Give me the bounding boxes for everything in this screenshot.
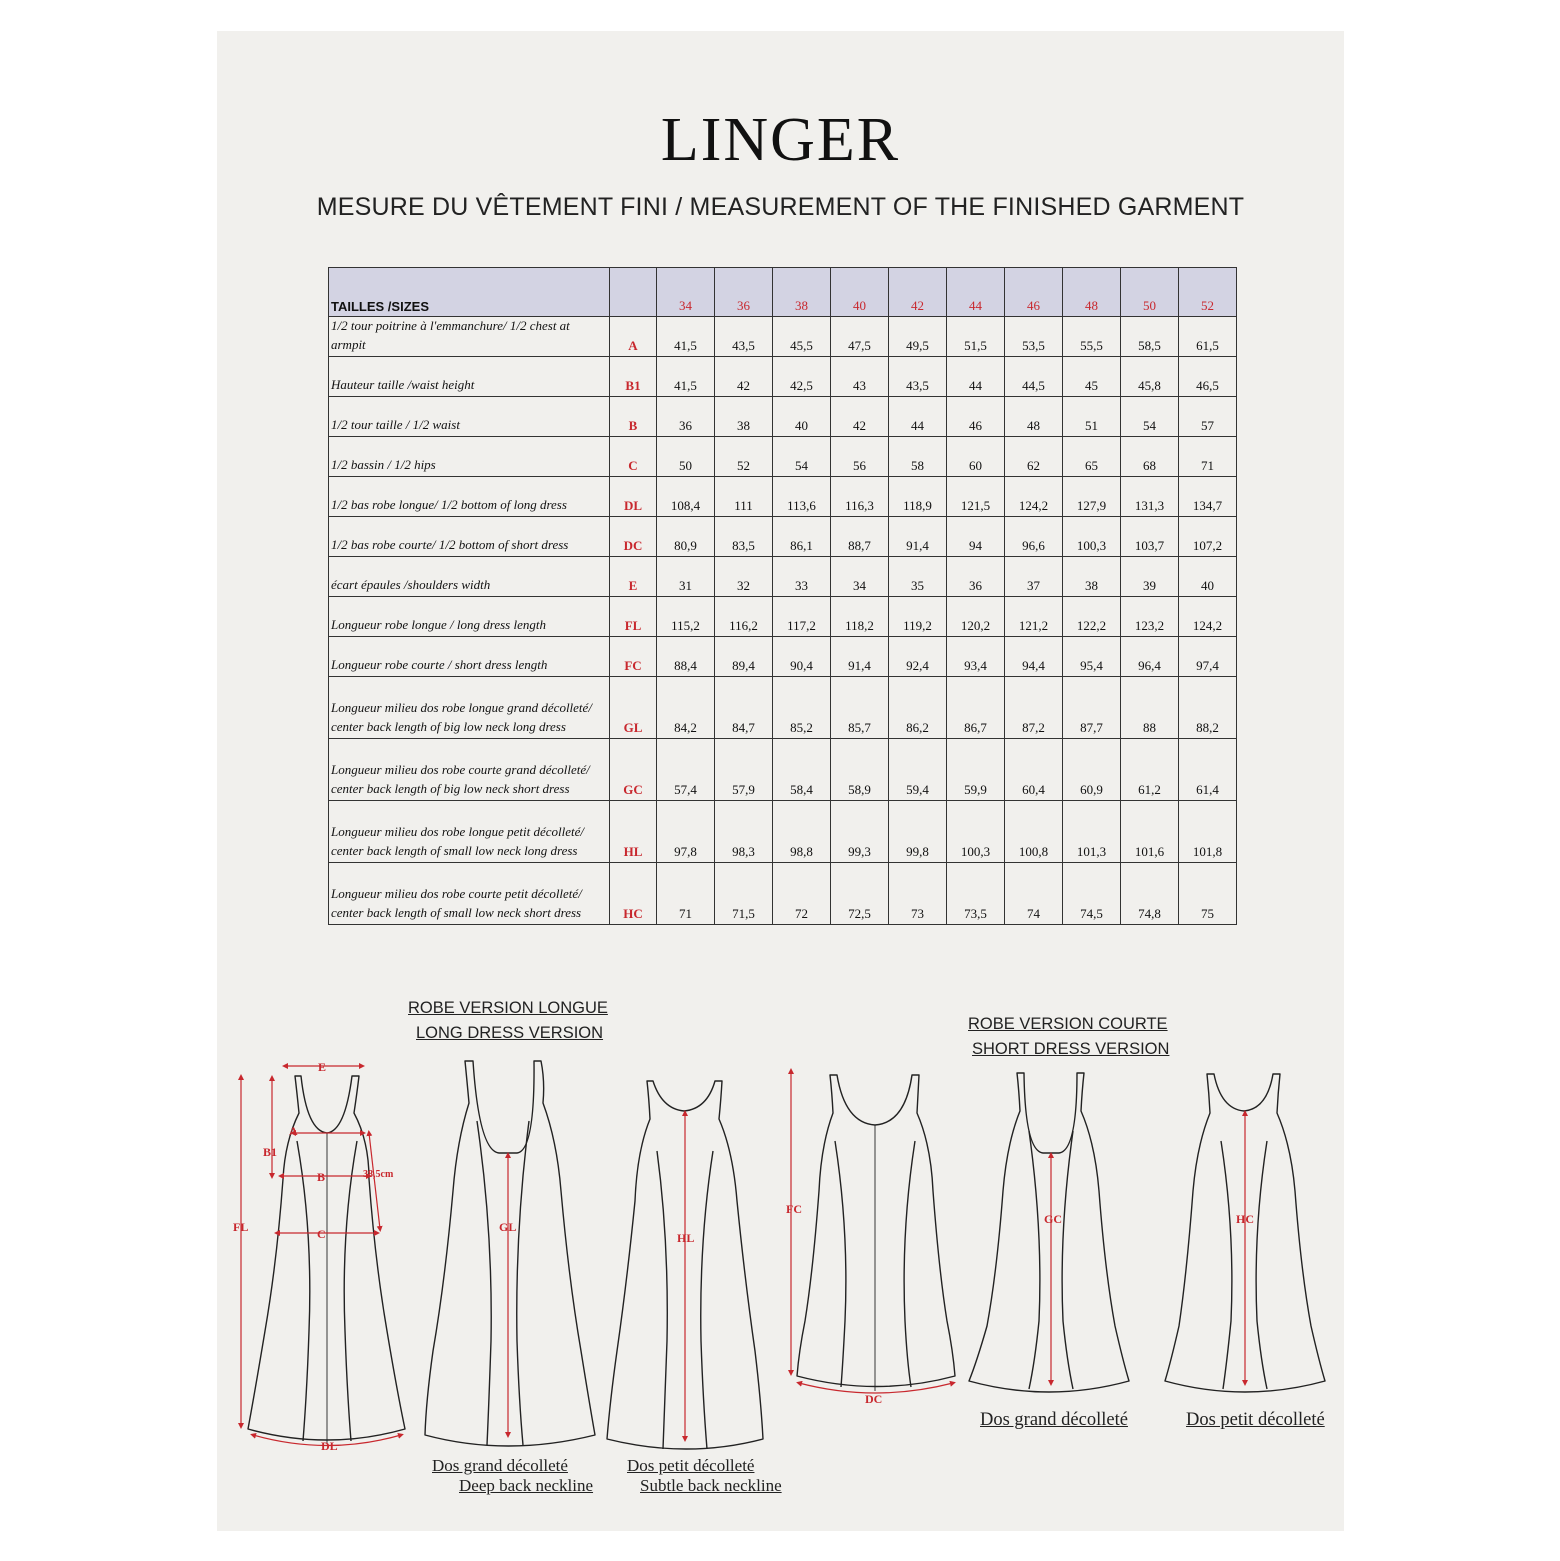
caption-short-en: SHORT DRESS VERSION — [972, 1040, 1170, 1058]
measurement-code: B — [610, 397, 657, 437]
measurement-value: 60,4 — [1005, 739, 1063, 801]
size-chart-sheet — [217, 31, 1344, 1531]
measurement-value: 103,7 — [1121, 517, 1179, 557]
measurement-value: 36 — [947, 557, 1005, 597]
short-dress-deep-back-drawing — [969, 1073, 1129, 1392]
label-side: 38,5cm — [363, 1169, 394, 1180]
measurement-value: 71 — [657, 863, 715, 925]
measurement-value: 61,5 — [1179, 317, 1237, 357]
measurement-value: 73,5 — [947, 863, 1005, 925]
measurement-value: 84,7 — [715, 677, 773, 739]
label-A: A — [289, 1124, 298, 1138]
measurement-value: 92,4 — [889, 637, 947, 677]
caption-long-subtle-fr: Dos petit décolleté — [627, 1456, 755, 1475]
size-header: 44 — [947, 268, 1005, 317]
measurement-value: 58 — [889, 437, 947, 477]
measurement-value: 84,2 — [657, 677, 715, 739]
measurement-value: 58,4 — [773, 739, 831, 801]
measurement-value: 43 — [831, 357, 889, 397]
measurement-value: 115,2 — [657, 597, 715, 637]
label-E: E — [318, 1060, 327, 1074]
measurement-value: 87,2 — [1005, 677, 1063, 739]
measurement-value: 74,5 — [1063, 863, 1121, 925]
size-header: 46 — [1005, 268, 1063, 317]
measurement-value: 38 — [715, 397, 773, 437]
measurement-description: Longueur milieu dos robe courte grand décolleté/ center back length of big low neck short dress — [329, 739, 610, 801]
measurement-value: 51 — [1063, 397, 1121, 437]
measurement-code: HL — [610, 801, 657, 863]
measurement-value: 88,2 — [1179, 677, 1237, 739]
measurement-value: 90,4 — [773, 637, 831, 677]
measurement-value: 46 — [947, 397, 1005, 437]
measurement-description: 1/2 bas robe longue/ 1/2 bottom of long dress — [329, 477, 610, 517]
measurement-value: 72,5 — [831, 863, 889, 925]
measurement-value: 99,3 — [831, 801, 889, 863]
label-FL: FL — [233, 1220, 249, 1234]
label-FC: FC — [786, 1202, 802, 1216]
measurement-value: 87,7 — [1063, 677, 1121, 739]
caption-long-en: LONG DRESS VERSION — [416, 1024, 604, 1042]
size-header: 40 — [831, 268, 889, 317]
measurement-value: 74,8 — [1121, 863, 1179, 925]
measurement-value: 45,5 — [773, 317, 831, 357]
measurement-value: 123,2 — [1121, 597, 1179, 637]
caption-short-fr: ROBE VERSION COURTE — [968, 1015, 1168, 1033]
measurement-value: 101,3 — [1063, 801, 1121, 863]
caption-short-deep-fr: Dos grand décolleté — [980, 1410, 1128, 1430]
measurement-description: Longueur milieu dos robe courte petit décolleté/ center back length of small low neck short dress — [329, 863, 610, 925]
measurement-value: 80,9 — [657, 517, 715, 557]
measurement-value: 83,5 — [715, 517, 773, 557]
measurement-value: 127,9 — [1063, 477, 1121, 517]
measurement-code: GL — [610, 677, 657, 739]
measurement-value: 118,9 — [889, 477, 947, 517]
label-DL: DL — [321, 1439, 338, 1453]
measurement-code: DC — [610, 517, 657, 557]
measurement-value: 59,9 — [947, 739, 1005, 801]
measurement-value: 122,2 — [1063, 597, 1121, 637]
measurement-code: GC — [610, 739, 657, 801]
label-B: B — [317, 1170, 326, 1184]
measurement-value: 134,7 — [1179, 477, 1237, 517]
measurement-value: 37 — [1005, 557, 1063, 597]
measurement-value: 94,4 — [1005, 637, 1063, 677]
measurement-value: 98,3 — [715, 801, 773, 863]
measurement-value: 120,2 — [947, 597, 1005, 637]
measurement-value: 108,4 — [657, 477, 715, 517]
measurement-value: 73 — [889, 863, 947, 925]
measurement-value: 32 — [715, 557, 773, 597]
measurement-description: 1/2 tour taille / 1/2 waist — [329, 397, 610, 437]
measurement-value: 49,5 — [889, 317, 947, 357]
measurement-value: 117,2 — [773, 597, 831, 637]
measurement-value: 99,8 — [889, 801, 947, 863]
measurement-value: 52 — [715, 437, 773, 477]
measurement-value: 116,3 — [831, 477, 889, 517]
measurement-value: 61,4 — [1179, 739, 1237, 801]
size-header: 48 — [1063, 268, 1121, 317]
measurement-value: 72 — [773, 863, 831, 925]
measurement-value: 118,2 — [831, 597, 889, 637]
measurement-value: 74 — [1005, 863, 1063, 925]
measurement-value: 131,3 — [1121, 477, 1179, 517]
measurement-description: Longueur milieu dos robe longue petit décolleté/ center back length of small low neck long dress — [329, 801, 610, 863]
measurement-description: Hauteur taille /waist height — [329, 357, 610, 397]
caption-short-subtle-fr: Dos petit décolleté — [1186, 1410, 1325, 1430]
measurement-value: 75 — [1179, 863, 1237, 925]
measurement-value: 50 — [657, 437, 715, 477]
long-dress-deep-back-drawing — [425, 1061, 595, 1446]
dress-diagrams — [217, 31, 1344, 1531]
measurement-value: 38 — [1063, 557, 1121, 597]
measurement-code: A — [610, 317, 657, 357]
measurement-value: 91,4 — [831, 637, 889, 677]
measurement-value: 100,3 — [1063, 517, 1121, 557]
measurement-value: 65 — [1063, 437, 1121, 477]
measurement-value: 54 — [773, 437, 831, 477]
measurement-value: 41,5 — [657, 357, 715, 397]
measurement-value: 44 — [947, 357, 1005, 397]
label-DC: DC — [865, 1392, 883, 1406]
measurement-value: 44,5 — [1005, 357, 1063, 397]
measurement-value: 60 — [947, 437, 1005, 477]
measurement-code: FC — [610, 637, 657, 677]
measurement-value: 116,2 — [715, 597, 773, 637]
label-GL: GL — [499, 1220, 517, 1234]
measurement-value: 54 — [1121, 397, 1179, 437]
measurement-value: 121,5 — [947, 477, 1005, 517]
measurement-value: 41,5 — [657, 317, 715, 357]
measurement-value: 97,8 — [657, 801, 715, 863]
measurement-value: 71 — [1179, 437, 1237, 477]
caption-long-deep-fr: Dos grand décolleté — [432, 1456, 568, 1475]
measurement-value: 86,1 — [773, 517, 831, 557]
page-title: MESURE DU VÊTEMENT FINI / MEASUREMENT OF THE FINISHED GARMENT — [316, 193, 1245, 221]
short-dress-front-drawing — [797, 1075, 955, 1391]
measurement-value: 96,6 — [1005, 517, 1063, 557]
measurement-description: Longueur robe courte / short dress length — [329, 637, 610, 677]
measurement-value: 42 — [715, 357, 773, 397]
measurement-value: 48 — [1005, 397, 1063, 437]
measurement-description: 1/2 bassin / 1/2 hips — [329, 437, 610, 477]
measurement-value: 45 — [1063, 357, 1121, 397]
measurement-value: 85,2 — [773, 677, 831, 739]
size-header: 50 — [1121, 268, 1179, 317]
measurement-value: 59,4 — [889, 739, 947, 801]
measurement-value: 51,5 — [947, 317, 1005, 357]
measurement-description: 1/2 bas robe courte/ 1/2 bottom of short dress — [329, 517, 610, 557]
label-HL: HL — [677, 1231, 695, 1245]
measurement-value: 86,2 — [889, 677, 947, 739]
measurement-value: 61,2 — [1121, 739, 1179, 801]
size-header: 42 — [889, 268, 947, 317]
measurement-value: 57,9 — [715, 739, 773, 801]
measurement-value: 58,9 — [831, 739, 889, 801]
measurement-value: 60,9 — [1063, 739, 1121, 801]
caption-long-deep-en: Deep back neckline — [459, 1476, 594, 1495]
size-header-label: TAILLES /SIZES — [329, 268, 610, 317]
measurement-value: 119,2 — [889, 597, 947, 637]
measurement-code: FL — [610, 597, 657, 637]
size-header: 38 — [773, 268, 831, 317]
measurement-value: 31 — [657, 557, 715, 597]
measurement-value: 94 — [947, 517, 1005, 557]
measurement-value: 57,4 — [657, 739, 715, 801]
measurement-value: 121,2 — [1005, 597, 1063, 637]
measurement-value: 35 — [889, 557, 947, 597]
measurement-value: 40 — [1179, 557, 1237, 597]
measurement-value: 124,2 — [1005, 477, 1063, 517]
brand-logo: LINGER — [660, 106, 901, 174]
measurement-value: 97,4 — [1179, 637, 1237, 677]
measurement-value: 89,4 — [715, 637, 773, 677]
label-HC: HC — [1236, 1212, 1254, 1226]
measurement-code: DL — [610, 477, 657, 517]
measurement-code: E — [610, 557, 657, 597]
measurement-value: 46,5 — [1179, 357, 1237, 397]
measurement-code: HC — [610, 863, 657, 925]
measurement-value: 40 — [773, 397, 831, 437]
measurement-value: 96,4 — [1121, 637, 1179, 677]
label-C: C — [317, 1227, 326, 1241]
measurement-value: 91,4 — [889, 517, 947, 557]
size-header: 36 — [715, 268, 773, 317]
label-B1: B1 — [263, 1145, 278, 1159]
measurement-value: 42 — [831, 397, 889, 437]
measurement-description: Longueur robe longue / long dress length — [329, 597, 610, 637]
measurement-value: 58,5 — [1121, 317, 1179, 357]
measurement-value: 33 — [773, 557, 831, 597]
measurement-value: 93,4 — [947, 637, 1005, 677]
measurement-value: 85,7 — [831, 677, 889, 739]
measurement-value: 107,2 — [1179, 517, 1237, 557]
measurement-value: 47,5 — [831, 317, 889, 357]
measurement-value: 71,5 — [715, 863, 773, 925]
size-header: 52 — [1179, 268, 1237, 317]
measurement-description: écart épaules /shoulders width — [329, 557, 610, 597]
measurement-value: 56 — [831, 437, 889, 477]
measurement-code: C — [610, 437, 657, 477]
measurement-value: 88,7 — [831, 517, 889, 557]
measurement-value: 55,5 — [1063, 317, 1121, 357]
measurement-value: 113,6 — [773, 477, 831, 517]
measurement-description: Longueur milieu dos robe longue grand décolleté/ center back length of big low neck long dress — [329, 677, 610, 739]
measurement-value: 100,8 — [1005, 801, 1063, 863]
measurement-value: 68 — [1121, 437, 1179, 477]
measurement-value: 88 — [1121, 677, 1179, 739]
measurement-value: 43,5 — [889, 357, 947, 397]
measurement-value: 34 — [831, 557, 889, 597]
caption-long-fr: ROBE VERSION LONGUE — [408, 999, 608, 1017]
size-header: 34 — [657, 268, 715, 317]
measurement-value: 45,8 — [1121, 357, 1179, 397]
measurement-value: 101,8 — [1179, 801, 1237, 863]
measurement-value: 57 — [1179, 397, 1237, 437]
measurement-value: 95,4 — [1063, 637, 1121, 677]
label-GC: GC — [1044, 1212, 1062, 1226]
measurement-value: 62 — [1005, 437, 1063, 477]
measurement-value: 98,8 — [773, 801, 831, 863]
measurement-code: B1 — [610, 357, 657, 397]
measurement-value: 43,5 — [715, 317, 773, 357]
measurement-value: 100,3 — [947, 801, 1005, 863]
measurement-value: 42,5 — [773, 357, 831, 397]
measurement-description: 1/2 tour poitrine à l'emmanchure/ 1/2 chest at armpit — [329, 317, 610, 357]
measurement-value: 86,7 — [947, 677, 1005, 739]
measurement-value: 88,4 — [657, 637, 715, 677]
measurement-value: 39 — [1121, 557, 1179, 597]
caption-long-subtle-en: Subtle back neckline — [640, 1476, 782, 1495]
measurement-value: 124,2 — [1179, 597, 1237, 637]
measurement-value: 53,5 — [1005, 317, 1063, 357]
measurement-value: 101,6 — [1121, 801, 1179, 863]
measurement-value: 44 — [889, 397, 947, 437]
measurement-value: 111 — [715, 477, 773, 517]
measurement-value: 36 — [657, 397, 715, 437]
